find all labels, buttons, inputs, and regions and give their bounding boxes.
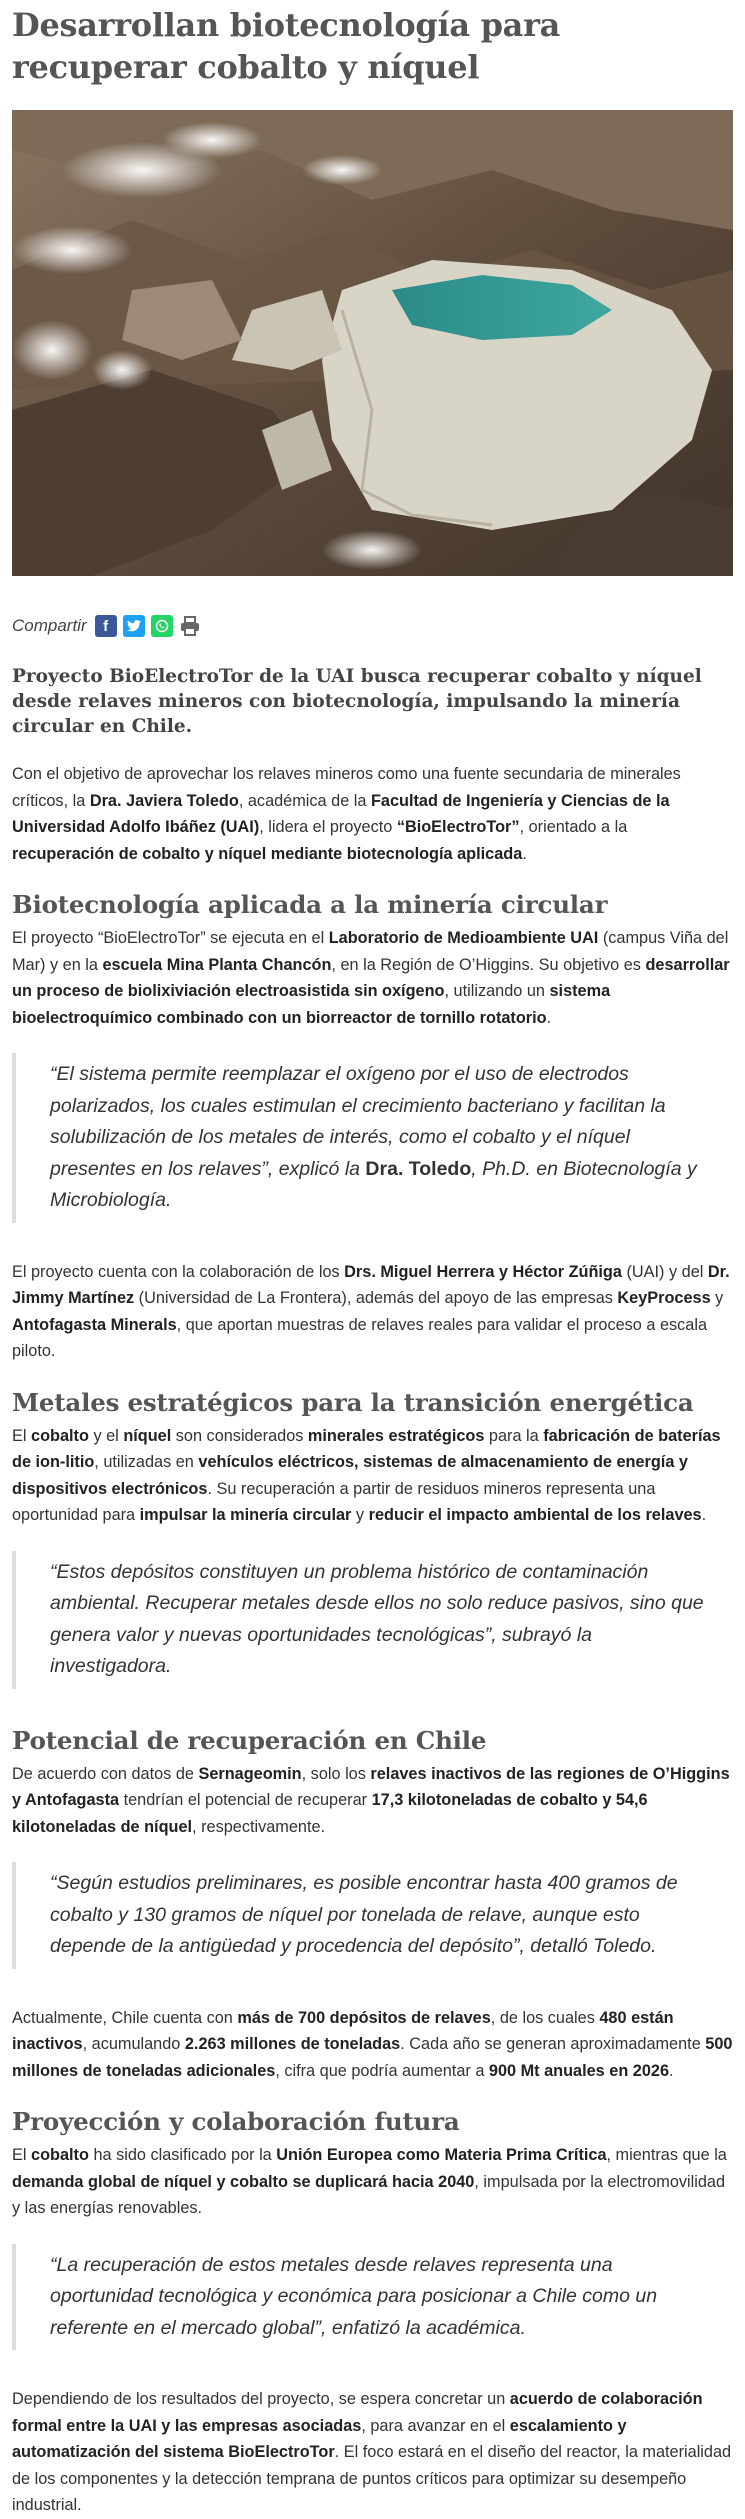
text-run: . Su recuperación a partir de residuos mineros representa una oportunidad para xyxy=(12,1479,656,1524)
text-run: . xyxy=(546,1008,552,1027)
text-run: El proyecto “BioElectroTor” se ejecuta en el xyxy=(12,929,329,947)
emphasis-text: Facultad de Ingeniería y Ciencias de la Universidad Adolfo Ibáñez (UAI) xyxy=(12,791,670,836)
emphasis-text: Sernageomin xyxy=(198,1764,302,1783)
emphasis-text: Laboratorio de Medioambiente UAI xyxy=(328,929,599,947)
text-run: Con el objetivo de aprovechar los relaves mineros como una fuente secundaria de minerales críticos, la xyxy=(12,765,681,810)
article-title: Desarrollan biotecnología para recuperar cobalto y níquel xyxy=(12,6,561,86)
section-heading-proyeccion: Proyección y colaboración futura xyxy=(12,2107,460,2136)
text-run: De acuerdo con datos de xyxy=(12,1764,199,1783)
emphasis-text: sistema bioelectroquímico combinado con un biorreactor de tornillo rotatorio xyxy=(12,982,611,1027)
section3-paragraph2 xyxy=(12,2005,733,2085)
section2-quote: “Estos depósitos constituyen un problema histórico de contaminación ambiental. Recuperar metales desde ellos no solo reduce pasivos, sino que genera valor y nuevas oportunidades tecnológicas”, subrayó la investigadora. xyxy=(12,1551,733,1689)
section-heading-biotecnologia: Biotecnología aplicada a la minería circular xyxy=(12,890,608,919)
text-run: , impulsada por la electromovilidad y las energías renovables. xyxy=(12,2172,726,2217)
emphasis-text: Drs. Miguel Herrera y Héctor Zúñiga xyxy=(344,1262,622,1281)
emphasis-text: escuela Mina Planta Chancón xyxy=(102,955,332,974)
emphasis-text: níquel xyxy=(123,1426,172,1445)
emphasis-text: 900 Mt anuales en 2026 xyxy=(488,2061,670,2080)
text-run: Dependiendo de los resultados del proyecto, se espera concretar un xyxy=(12,2390,510,2408)
text-run: , mientras que la xyxy=(606,2146,727,2164)
emphasis-text: minerales estratégicos xyxy=(307,1426,485,1445)
text-run: , que aportan muestras de relaves reales para validar el proceso a escala piloto. xyxy=(12,1315,708,1360)
emphasis-text: 480 están inactivos xyxy=(12,2008,674,2053)
text-run: (campus Viña del Mar) y en la xyxy=(12,929,729,974)
text-run: , orientado a la xyxy=(519,818,628,836)
emphasis-text: impulsar la minería circular xyxy=(139,1506,352,1524)
emphasis-text: demanda global de níquel y cobalto se duplicará hacia 2040 xyxy=(12,2172,475,2191)
emphasis-text: Dra. Javiera Toledo xyxy=(89,791,239,810)
text-run: , solo los xyxy=(301,1764,371,1783)
text-run: . Cada año se generan aproximadamente xyxy=(400,2035,706,2053)
emphasis-text: 500 millones de toneladas adicionales xyxy=(12,2035,733,2080)
text-run: (UAI) y del xyxy=(621,1262,708,1281)
emphasis-text: 17,3 kilotoneladas de cobalto y 54,6 kilotoneladas de níquel xyxy=(12,1791,648,1836)
section2-paragraph1 xyxy=(12,1423,733,1529)
facebook-icon[interactable]: f xyxy=(95,615,117,637)
emphasis-text: Unión Europea como Materia Prima Crítica xyxy=(276,2146,607,2164)
text-run: Actualmente, Chile cuenta con xyxy=(12,2008,238,2027)
emphasis-text: fabricación de baterías de ion-litio xyxy=(12,1426,721,1471)
text-run: El xyxy=(12,1426,32,1445)
hero-image-illustration xyxy=(12,110,733,576)
text-run: , lidera el proyecto xyxy=(259,818,397,836)
emphasis-text: 2.263 millones de toneladas xyxy=(184,2035,401,2053)
emphasis-text: recuperación de cobalto y níquel mediante biotecnología aplicada xyxy=(12,844,523,863)
emphasis-text: cobalto xyxy=(31,1426,89,1445)
text-run: (Universidad de La Frontera), además del apoyo de las empresas xyxy=(134,1289,618,1307)
share-label: Compartir xyxy=(12,616,87,635)
hero-image xyxy=(12,110,733,576)
text-run: , acumulando xyxy=(82,2035,185,2053)
section3-paragraph1 xyxy=(12,1761,733,1841)
text-run: . El foco estará en el diseño del reactor, la materialidad de los componentes y la detección temprana de puntos críticos para optimizar su desempeño industrial. xyxy=(12,2443,732,2514)
text-run: y xyxy=(710,1289,724,1307)
section-heading-potencial: Potencial de recuperación en Chile xyxy=(12,1725,487,1755)
text-run: , de los cuales xyxy=(490,2008,600,2027)
text-run: , Ph.D. en Biotecnología y Microbiología. xyxy=(50,1157,697,1211)
text-run: para la xyxy=(484,1426,544,1445)
emphasis-text: reducir el impacto ambiental de los relaves xyxy=(368,1506,702,1524)
text-run: , para avanzar en el xyxy=(361,2416,510,2435)
article xyxy=(0,4,745,2519)
emphasis-text: escalamiento y automatización del sistema BioElectroTor xyxy=(12,2416,627,2461)
emphasis-text: acuerdo de colaboración formal entre la UAI y las empresas asociadas xyxy=(12,2390,703,2435)
text-run: y el xyxy=(88,1426,124,1445)
emphasis-text: Dra. Toledo xyxy=(365,1157,472,1180)
text-run: son considerados xyxy=(171,1426,308,1445)
intro-paragraph xyxy=(12,761,733,867)
emphasis-text: desarrollar un proceso de biolixiviación electroasistida sin oxígeno xyxy=(12,955,730,1000)
emphasis-text: vehículos eléctricos, sistemas de almacenamiento de energía y dispositivos electrónicos xyxy=(12,1453,688,1498)
text-run: , cifra que podría aumentar a xyxy=(275,2061,489,2080)
emphasis-text: cobalto xyxy=(31,2146,89,2164)
emphasis-text: más de 700 depósitos de relaves xyxy=(237,2008,491,2027)
emphasis-text: relaves inactivos de las regiones de O’Higgins y Antofagasta xyxy=(12,1764,730,1809)
section4-paragraph1 xyxy=(12,2142,733,2222)
text-run: , utilizando un xyxy=(444,982,550,1000)
text-run: , en la Región de O’Higgins. Su objetivo es xyxy=(331,955,646,974)
text-run: tendrían el potencial de recuperar xyxy=(119,1791,372,1809)
text-run: . xyxy=(701,1506,707,1524)
text-run: El xyxy=(12,2146,32,2164)
share-bar xyxy=(12,612,733,640)
text-run: . xyxy=(669,2061,674,2080)
emphasis-text: “BioElectroTor” xyxy=(396,818,520,836)
section-heading-metales: Metales estratégicos para la transición energética xyxy=(12,1387,694,1417)
emphasis-text: KeyProcess xyxy=(617,1289,711,1307)
emphasis-text: Dr. Jimmy Martínez xyxy=(12,1262,730,1307)
twitter-icon[interactable] xyxy=(123,615,145,637)
text-run: ha sido clasificado por la xyxy=(88,2146,277,2164)
section1-quote xyxy=(12,1053,733,1223)
section4-quote: “La recuperación de estos metales desde relaves representa una oportunidad tecnológica y económica para posicionar a Chile como un referente en el mercado global”, enfatizó la académica. xyxy=(12,2244,733,2351)
text-run: , académica de la xyxy=(238,791,371,810)
text-run: . xyxy=(522,844,527,863)
print-icon[interactable] xyxy=(179,615,201,637)
section3-quote: “Según estudios preliminares, es posible encontrar hasta 400 gramos de cobalto y 130 gramos de níquel por tonelada de relave, aunque esto depende de la antigüedad y procedencia del depósito”, detalló Toledo. xyxy=(12,1862,733,1969)
text-run: El proyecto cuenta con la colaboración de los xyxy=(12,1262,345,1281)
emphasis-text: Antofagasta Minerals xyxy=(12,1315,177,1334)
text-run: y xyxy=(351,1506,369,1524)
section4-paragraph2 xyxy=(12,2386,733,2519)
section1-paragraph2 xyxy=(12,1259,733,1365)
article-lead: Proyecto BioElectroTor de la UAI busca recuperar cobalto y níquel desde relaves mineros con biotecnología, impulsando la minería circular en Chile. xyxy=(12,666,702,737)
whatsapp-icon[interactable] xyxy=(151,615,173,637)
section1-paragraph1 xyxy=(12,925,733,1031)
text-run: “El sistema permite reemplazar el oxígeno por el uso de electrodos polarizados, los cuales estimulan el crecimiento bacteriano y facilitan la solubilización de los metales de interés, como el cobalto y el níquel presentes en los relaves”, explicó la xyxy=(50,1063,666,1180)
text-run: , respectivamente. xyxy=(192,1817,326,1836)
text-run: , utilizadas en xyxy=(94,1453,199,1471)
